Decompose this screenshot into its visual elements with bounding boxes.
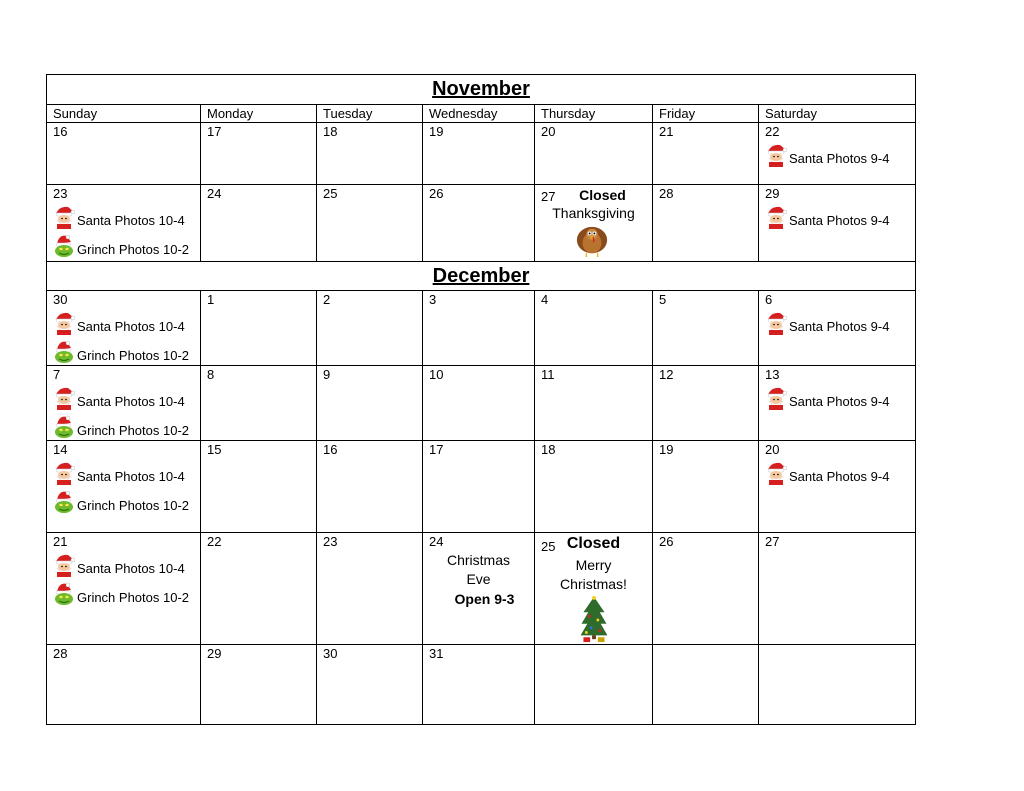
week-row (47, 441, 916, 533)
santa-icon (53, 553, 75, 577)
day-cell (535, 441, 653, 533)
week-row (47, 185, 916, 262)
week-row (47, 366, 916, 441)
day-number: 28 (659, 186, 674, 201)
day-number: 30 (53, 292, 68, 307)
day-cell (759, 441, 916, 533)
thanksgiving-label: Thanksgiving (552, 205, 635, 221)
week-row (47, 123, 916, 185)
day-number: 1 (207, 292, 215, 307)
santa-icon (765, 311, 787, 335)
eve-label: Eve (466, 571, 491, 587)
day-number: 15 (207, 442, 222, 457)
santa-icon (53, 461, 75, 485)
day-number: 22 (207, 534, 222, 549)
day-number: 2 (323, 292, 331, 307)
day-cell (423, 366, 535, 441)
day-number: 17 (429, 442, 444, 457)
day-number: 6 (765, 292, 773, 307)
day-cell (317, 185, 423, 262)
day-cell (47, 645, 201, 725)
event-grinch (53, 233, 200, 259)
day-number: 23 (53, 186, 68, 201)
day-number: 8 (207, 367, 215, 382)
day-cell (201, 366, 317, 441)
day-cell (653, 123, 759, 185)
day-number: 11 (541, 367, 555, 382)
santa-icon (53, 311, 75, 335)
week-row (47, 291, 916, 366)
day-cell (47, 185, 201, 262)
event-santa (765, 204, 915, 230)
day-number: 12 (659, 367, 674, 382)
day-cell (317, 441, 423, 533)
day-cell (759, 291, 916, 366)
day-number: 18 (323, 124, 338, 139)
event-label: Grinch Photos 10-2 (77, 241, 190, 257)
day-cell (317, 366, 423, 441)
day-cell (653, 291, 759, 366)
event-santa (765, 385, 915, 411)
day-cell (317, 291, 423, 366)
event-label: Grinch Photos 10-2 (77, 422, 190, 438)
day-cell (653, 533, 759, 645)
day-number: 7 (53, 367, 61, 382)
month-header-row (47, 75, 916, 105)
event-santa (765, 142, 915, 168)
day-number: 4 (541, 292, 549, 307)
day-number: 23 (323, 534, 338, 549)
month-title-december: December (47, 262, 916, 291)
event-santa (765, 310, 915, 336)
empty-cell (535, 645, 653, 725)
day-cell (759, 185, 916, 262)
day-cell (47, 366, 201, 441)
day-cell (47, 533, 201, 645)
day-cell (653, 366, 759, 441)
day-cell (653, 441, 759, 533)
day-cell (759, 123, 916, 185)
day-number: 21 (659, 124, 674, 139)
day-number: 29 (207, 646, 222, 661)
day-number: 27 (541, 189, 556, 204)
event-santa (53, 460, 200, 486)
empty-cell (759, 645, 916, 725)
event-santa (53, 552, 200, 578)
day-number: 19 (429, 124, 444, 139)
grinch-icon (53, 582, 75, 606)
week-row (47, 533, 916, 645)
santa-icon (765, 461, 787, 485)
day-cell-christmas (535, 533, 653, 645)
event-santa (53, 204, 200, 230)
event-santa (765, 460, 915, 486)
day-cell (653, 185, 759, 262)
day-number: 5 (659, 292, 667, 307)
week-row (47, 645, 916, 725)
event-label: Santa Photos 9-4 (789, 393, 890, 409)
event-label: Grinch Photos 10-2 (77, 589, 190, 605)
event-grinch (53, 414, 200, 440)
grinch-icon (53, 234, 75, 258)
day-number: 10 (429, 367, 444, 382)
empty-cell (653, 645, 759, 725)
day-number: 27 (765, 534, 780, 549)
event-label: Santa Photos 9-4 (789, 318, 890, 334)
day-number: 17 (207, 124, 222, 139)
day-cell (47, 291, 201, 366)
day-number: 26 (429, 186, 444, 201)
day-cell (201, 645, 317, 725)
weekday-saturday: Saturday (759, 105, 916, 123)
day-cell (423, 645, 535, 725)
day-number: 18 (541, 442, 556, 457)
closed-label: Closed (566, 535, 621, 552)
weekday-thursday: Thursday (535, 105, 653, 123)
event-santa (53, 310, 200, 336)
event-grinch (53, 339, 200, 365)
day-cell (317, 533, 423, 645)
month-header-row (47, 262, 916, 291)
day-cell (535, 123, 653, 185)
day-cell (201, 441, 317, 533)
day-cell (423, 291, 535, 366)
day-cell (201, 123, 317, 185)
event-grinch (53, 581, 200, 607)
day-number: 13 (765, 367, 780, 382)
day-number: 28 (53, 646, 68, 661)
calendar-table (46, 74, 916, 725)
event-label: Santa Photos 9-4 (789, 468, 890, 484)
day-cell (317, 123, 423, 185)
santa-icon (765, 143, 787, 167)
day-cell (423, 185, 535, 262)
day-number: 31 (429, 646, 444, 661)
christmas-label: Christmas (446, 552, 510, 568)
event-label: Santa Photos 10-4 (77, 393, 185, 409)
day-cell (317, 645, 423, 725)
merry-label: Merry (575, 557, 612, 573)
weekday-monday: Monday (201, 105, 317, 123)
day-number: 26 (659, 534, 674, 549)
month-title-november: November (47, 75, 916, 105)
day-number: 20 (765, 442, 780, 457)
day-cell-thanksgiving (535, 185, 653, 262)
day-number: 9 (323, 367, 331, 382)
event-santa (53, 385, 200, 411)
event-label: Grinch Photos 10-2 (77, 497, 190, 513)
event-label: Santa Photos 10-4 (77, 468, 185, 484)
weekday-wednesday: Wednesday (423, 105, 535, 123)
day-cell (535, 366, 653, 441)
christmas-tree-icon (579, 595, 609, 643)
day-cell-christmas-eve (423, 533, 535, 645)
santa-icon (765, 386, 787, 410)
santa-icon (53, 386, 75, 410)
day-number: 24 (429, 534, 444, 549)
event-label: Santa Photos 10-4 (77, 560, 185, 576)
day-cell (759, 533, 916, 645)
day-number: 25 (541, 539, 556, 554)
day-cell (423, 123, 535, 185)
santa-icon (53, 205, 75, 229)
day-cell (423, 441, 535, 533)
day-number: 16 (53, 124, 68, 139)
day-number: 16 (323, 442, 338, 457)
weekday-sunday: Sunday (47, 105, 201, 123)
day-number: 21 (53, 534, 68, 549)
event-label: Grinch Photos 10-2 (77, 347, 190, 363)
event-grinch (53, 489, 200, 515)
weekday-header-row (47, 105, 916, 123)
event-label: Santa Photos 10-4 (77, 318, 185, 334)
christmas-excl-label: Christmas! (560, 576, 627, 592)
day-cell (201, 291, 317, 366)
day-number: 29 (765, 186, 780, 201)
day-number: 19 (659, 442, 674, 457)
day-number: 25 (323, 186, 338, 201)
weekday-tuesday: Tuesday (317, 105, 423, 123)
day-cell (47, 123, 201, 185)
grinch-icon (53, 340, 75, 364)
turkey-icon (575, 223, 609, 259)
event-label: Santa Photos 9-4 (789, 212, 890, 228)
day-cell (47, 441, 201, 533)
day-cell (201, 185, 317, 262)
day-cell (535, 291, 653, 366)
open-hours-label: Open 9-3 (454, 591, 515, 607)
day-number: 24 (207, 186, 222, 201)
day-number: 20 (541, 124, 556, 139)
day-cell (759, 366, 916, 441)
day-number: 3 (429, 292, 437, 307)
santa-icon (765, 205, 787, 229)
day-cell (201, 533, 317, 645)
day-number: 30 (323, 646, 338, 661)
grinch-icon (53, 490, 75, 514)
weekday-friday: Friday (653, 105, 759, 123)
grinch-icon (53, 415, 75, 439)
day-number: 22 (765, 124, 780, 139)
event-label: Santa Photos 10-4 (77, 212, 185, 228)
closed-label: Closed (579, 187, 626, 203)
day-number: 14 (53, 442, 68, 457)
event-label: Santa Photos 9-4 (789, 150, 890, 166)
